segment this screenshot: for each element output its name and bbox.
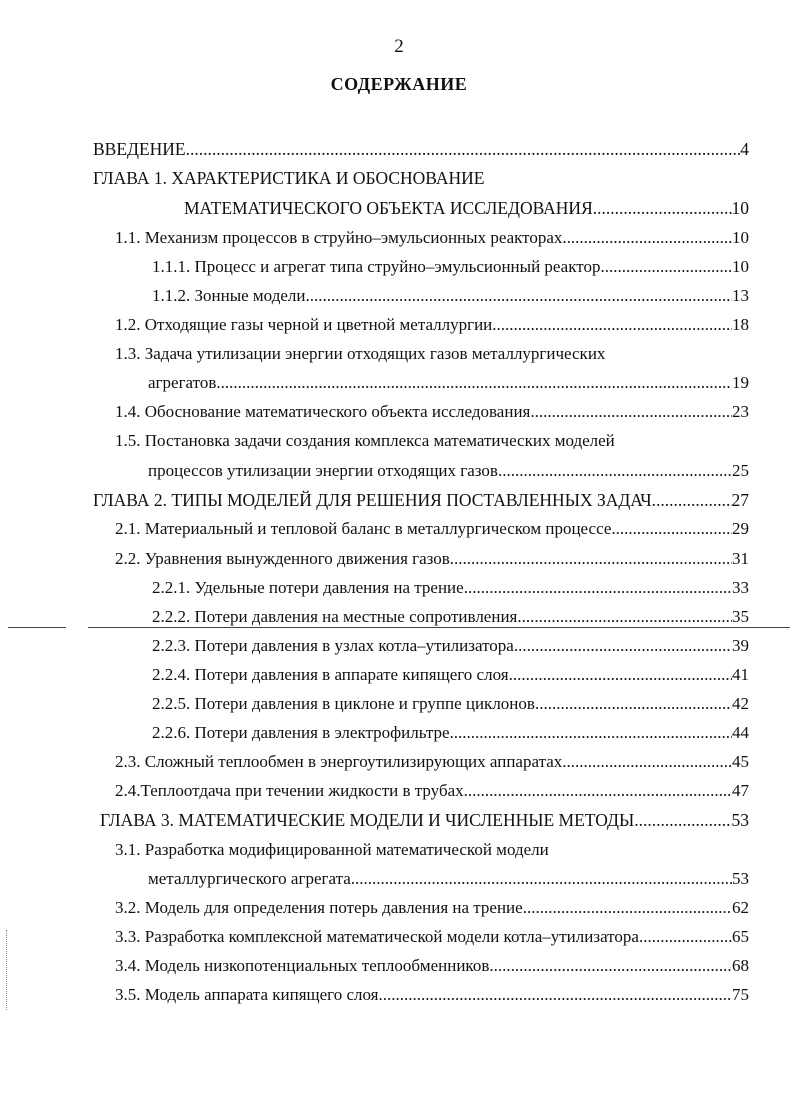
dot-leader [600,255,732,279]
toc-entry-label: 2.3. Сложный теплообмен в энергоутилизирующих аппаратах [115,752,563,771]
toc-entry-page: 4 [740,139,749,159]
dot-leader [523,896,732,920]
toc-entry-page: 33 [732,578,749,597]
toc-entry-1-1[interactable] [115,226,749,250]
toc-entry-page: 31 [732,549,749,568]
dot-leader [562,226,732,250]
toc-entry-label: процессов утилизации энергии отходящих газов [148,461,498,480]
dot-leader [464,779,732,803]
scan-artifact-line [88,627,790,628]
toc-entry-page: 62 [732,898,749,917]
toc-entry-label: 2.2.3. Потери давления в узлах котла–утилизатора [152,636,514,655]
dot-leader [492,313,732,337]
dot-leader [639,925,732,949]
toc-entry-page: 35 [732,607,749,626]
toc-entry-label: 1.3. Задача утилизации энергии отходящих газов металлургических [115,344,606,363]
dot-leader [652,488,732,512]
toc-entry-page: 10 [732,257,749,276]
toc-entry-label: 1.1. Механизм процессов в струйно–эмульсионных реакторах [115,228,563,247]
dot-leader [378,983,732,1007]
toc-entry-2-2-3[interactable] [152,634,749,658]
toc-entry-page: 27 [731,490,749,510]
toc-entry-label: 3.3. Разработка комплексной математической модели котла–утилизатора [115,927,639,946]
dot-leader [593,196,732,220]
dot-leader [498,459,732,483]
toc-entry-2-2-2[interactable] [152,605,749,629]
toc-entry-page: 53 [732,869,749,888]
dot-leader [509,663,732,687]
dot-leader [517,605,732,629]
dot-leader [514,634,732,658]
toc-entry-page: 44 [732,723,749,742]
toc-entry-label: 1.4. Обоснование математического объекта исследования [115,402,531,421]
dot-leader [186,137,741,161]
toc-entry-1-4[interactable] [115,400,749,424]
dot-leader [562,750,732,774]
dot-leader [305,284,732,308]
toc-entry-page: 18 [732,315,749,334]
toc-entry-2-2[interactable] [115,547,749,571]
toc-entry-chapter-3[interactable] [100,808,749,832]
dot-leader [530,400,732,424]
toc-entry-3-3[interactable] [115,925,749,949]
toc-entry-3-4[interactable] [115,954,749,978]
toc-entry-3-5[interactable] [115,983,749,1007]
toc-entry-label: 2.2.1. Удельные потери давления на трение [152,578,464,597]
dot-leader [216,371,732,395]
dot-leader [489,954,732,978]
toc-entry-label: 2.2. Уравнения вынужденного движения газов [115,549,450,568]
dot-leader [450,547,732,571]
toc-entry-label: 3.1. Разработка модифицированной математической модели [115,840,549,859]
dot-leader [464,576,732,600]
toc-entry-label: 1.1.2. Зонные модели [152,286,306,305]
toc-entry-label: 3.4. Модель низкопотенциальных теплообменников [115,956,490,975]
toc-entry-label: 2.2.5. Потери давления в циклоне и группе циклонов [152,694,535,713]
toc-entry-page: 53 [731,810,749,830]
toc-entry-label: ВВЕДЕНИЕ [93,139,186,159]
toc-entry-chapter-1[interactable] [93,166,749,190]
toc-entry-page: 47 [732,781,749,800]
toc-entry-page: 65 [732,927,749,946]
toc-entry-page: 23 [732,402,749,421]
toc-entry-chapter-1-continued[interactable] [184,196,749,220]
toc-entry-2-2-1[interactable] [152,576,749,600]
toc-entry-page: 45 [732,752,749,771]
toc-entry-label: 3.5. Модель аппарата кипящего слоя [115,985,379,1004]
toc-entry-2-1[interactable] [115,517,749,541]
toc-entry-label: металлургического агрегата [148,869,351,888]
toc-entry-1-5-continued[interactable] [148,459,749,483]
scan-artifact-line [8,627,66,628]
toc-entry-label: 2.1. Материальный и тепловой баланс в металлургическом процессе [115,519,612,538]
toc-entry-label: 1.1.1. Процесс и агрегат типа струйно–эмульсионный реактор [152,257,601,276]
toc-entry-label: 1.5. Постановка задачи создания комплекса математических моделей [115,431,615,450]
toc-entry-2-3[interactable] [115,750,749,774]
toc-entry-page: 10 [731,198,749,218]
scan-margin-mark [6,930,8,1010]
toc-entry-label: 2.2.4. Потери давления в аппарате кипящего слоя [152,665,509,684]
toc-entry-label: ГЛАВА 2. ТИПЫ МОДЕЛЕЙ ДЛЯ РЕШЕНИЯ ПОСТАВЛЕННЫХ ЗАДАЧ [93,490,652,510]
toc-entry-3-2[interactable] [115,896,749,920]
toc-entry-1-5[interactable] [115,429,749,453]
toc-entry-3-1-continued[interactable] [148,867,749,891]
toc-title: СОДЕРЖАНИЕ [330,74,468,94]
toc-entry-chapter-2[interactable] [93,488,749,512]
toc-entry-label: ГЛАВА 1. ХАРАКТЕРИСТИКА И ОБОСНОВАНИЕ [93,168,485,188]
toc-entry-label: агрегатов [148,373,217,392]
toc-entry-1-3-continued[interactable] [148,371,749,395]
page-number: 2 [394,36,404,57]
toc-entry-label: 2.2.2. Потери давления на местные сопротивления [152,607,518,626]
toc-entry-label: ГЛАВА 3. МАТЕМАТИЧЕСКИЕ МОДЕЛИ И ЧИСЛЕННЫЕ МЕТОДЫ [100,810,635,830]
toc-entry-page: 13 [732,286,749,305]
toc-entry-label: МАТЕМАТИЧЕСКОГО ОБЪЕКТА ИССЛЕДОВАНИЯ [184,198,593,218]
toc-entry-label: 1.2. Отходящие газы черной и цветной металлургии [115,315,493,334]
toc-entry-page: 75 [732,985,749,1004]
toc-entry-page: 41 [732,665,749,684]
toc-entry-label: 2.2.6. Потери давления в электрофильтре [152,723,450,742]
toc-entry-1-3[interactable] [115,342,749,366]
toc-entry-page: 42 [732,694,749,713]
toc-entry-1-1-2[interactable] [152,284,749,308]
toc-entry-1-1-1[interactable] [152,255,749,279]
toc-entry-2-2-4[interactable] [152,663,749,687]
toc-entry-1-2[interactable] [115,313,749,337]
toc-entry-page: 19 [732,373,749,392]
dot-leader [611,517,732,541]
toc-entry-2-4[interactable] [115,779,749,803]
toc-entry-page: 29 [732,519,749,538]
toc-entry-label: 3.2. Модель для определения потерь давления на трение [115,898,523,917]
dot-leader [351,867,732,891]
toc-entry-page: 39 [732,636,749,655]
toc-entry-2-2-6[interactable] [152,721,749,745]
toc-entry-page: 10 [732,228,749,247]
toc-entry-page: 68 [732,956,749,975]
toc-entry-label: 2.4.Теплоотдача при течении жидкости в трубах [115,781,464,800]
dot-leader [450,721,732,745]
toc-entry-introduction[interactable] [93,137,749,161]
toc-entry-2-2-5[interactable] [152,692,749,716]
toc-entry-page: 25 [732,461,749,480]
toc-entry-3-1[interactable] [115,838,749,862]
dot-leader [535,692,732,716]
dot-leader [634,808,731,832]
